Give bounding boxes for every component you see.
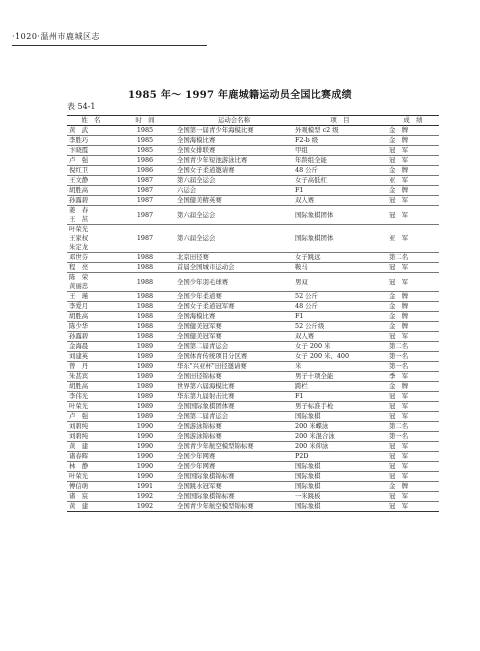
athlete-name: 诸 宸: [69, 492, 89, 500]
cell-item: 国际象棋: [293, 502, 387, 512]
cell-result: 冠 军: [387, 206, 439, 225]
table-row: [67, 273, 439, 292]
cell-item: 双人赛: [293, 332, 387, 342]
athlete-name: 李爱月: [69, 302, 89, 310]
cell-athlete-names: [67, 302, 115, 312]
cell-athlete-names: [67, 273, 115, 292]
cell-result: 冠 军: [387, 392, 439, 402]
cell-time: 1988: [115, 312, 175, 322]
cell-athlete-names: [67, 362, 115, 372]
athlete-name: 刘建英: [69, 352, 89, 360]
cell-athlete-names: [67, 372, 115, 382]
cell-result: 第一名: [387, 432, 439, 442]
cell-result: 冠 军: [387, 263, 439, 273]
cell-result: 冠 军: [387, 462, 439, 472]
table-row: [67, 332, 439, 342]
table-header-row: [67, 116, 439, 126]
table-row: [67, 502, 439, 512]
cell-time: 1989: [115, 342, 175, 352]
table-row: [67, 402, 439, 412]
cell-result: 金 牌: [387, 482, 439, 492]
cell-time: 1989: [115, 402, 175, 412]
cell-time: 1986: [115, 156, 175, 166]
cell-result: 金 牌: [387, 126, 439, 136]
cell-item: P2D: [293, 452, 387, 462]
cell-athlete-names: [67, 482, 115, 492]
cell-item: F2-b 级: [293, 136, 387, 146]
cell-time: 1990: [115, 462, 175, 472]
cell-time: 1987: [115, 196, 175, 206]
column-header-result: 成 绩: [387, 116, 439, 126]
cell-time: 1988: [115, 322, 175, 332]
athlete-name: 李胜巧: [69, 136, 89, 144]
cell-item: 200 米蝶泳: [293, 422, 387, 432]
cell-athlete-names: [67, 322, 115, 332]
athlete-name: 孙露碧: [69, 196, 89, 204]
cell-event-name: 华东"兴亚杯"田径邀请赛: [175, 362, 293, 372]
cell-athlete-names: [67, 432, 115, 442]
athlete-name: 卞晓霞: [69, 146, 89, 154]
table-body: [67, 126, 439, 512]
cell-result: 第一名: [387, 362, 439, 372]
athlete-name: 邓世芬: [69, 253, 89, 261]
cell-time: 1986: [115, 166, 175, 176]
cell-item: 男子标准手枪: [293, 402, 387, 412]
cell-time: 1985: [115, 126, 175, 136]
table-row: [67, 176, 439, 186]
cell-result: 冠 军: [387, 442, 439, 452]
cell-athlete-names: [67, 442, 115, 452]
cell-result: 第二名: [387, 253, 439, 263]
athlete-name: 胡胜高: [69, 186, 89, 194]
table-row: [67, 412, 439, 422]
cell-time: 1989: [115, 362, 175, 372]
cell-athlete-names: [67, 126, 115, 136]
athlete-name: 王 瑾: [69, 292, 89, 300]
table-row: [67, 146, 439, 156]
cell-item: 外观模型 c2 级: [293, 126, 387, 136]
cell-result: 亚 军: [387, 176, 439, 186]
table-label: 表 54-1: [67, 102, 96, 111]
cell-item: 女子跳远: [293, 253, 387, 263]
cell-result: 冠 军: [387, 146, 439, 156]
cell-athlete-names: [67, 502, 115, 512]
cell-item: 跨栏: [293, 382, 387, 392]
cell-time: 1985: [115, 136, 175, 146]
header-rule: [12, 45, 207, 46]
cell-athlete-names: [67, 176, 115, 186]
cell-athlete-names: [67, 462, 115, 472]
athlete-name: 陈 荣: [69, 273, 89, 281]
cell-item: 国际象棋: [293, 482, 387, 492]
cell-result: 冠 军: [387, 273, 439, 292]
cell-time: 1989: [115, 382, 175, 392]
table-row: [67, 196, 439, 206]
athlete-name: 叶荣光: [69, 472, 89, 480]
cell-time: 1988: [115, 292, 175, 302]
athlete-name: 金海晨: [69, 342, 89, 350]
cell-item: 女子 200 米、400: [293, 352, 387, 362]
cell-result: 金 牌: [387, 312, 439, 322]
cell-result: 冠 军: [387, 472, 439, 482]
cell-item: 国际象棋团体: [293, 206, 387, 225]
cell-item: 国际象棋: [293, 462, 387, 472]
athlete-name: 王家权: [69, 234, 89, 242]
table-row: [67, 472, 439, 482]
cell-athlete-names: [67, 186, 115, 196]
cell-item: 48 公斤: [293, 166, 387, 176]
cell-event-name: 全国少年柔道赛: [175, 292, 293, 302]
cell-item: 鞍马: [293, 263, 387, 273]
cell-athlete-names: [67, 352, 115, 362]
cell-item: 年龄组全能: [293, 156, 387, 166]
table-row: [67, 263, 439, 273]
table-row: [67, 342, 439, 352]
cell-athlete-names: [67, 392, 115, 402]
cell-athlete-names: [67, 196, 115, 206]
cell-item: 双人赛: [293, 196, 387, 206]
cell-athlete-names: [67, 472, 115, 482]
cell-event-name: 全国国际象棋团体赛: [175, 402, 293, 412]
table-row: [67, 292, 439, 302]
cell-item: 甲组: [293, 146, 387, 156]
table-row: [67, 392, 439, 402]
cell-item: 52 公斤: [293, 292, 387, 302]
cell-event-name: 全国少年网赛: [175, 452, 293, 462]
cell-item: 女子 200 米: [293, 342, 387, 352]
cell-athlete-names: [67, 156, 115, 166]
athlete-name: 黄 建: [69, 502, 89, 510]
table-row: [67, 166, 439, 176]
cell-athlete-names: [67, 253, 115, 263]
athlete-name: 刘碧纯: [69, 422, 89, 430]
cell-athlete-names: [67, 402, 115, 412]
cell-time: 1987: [115, 176, 175, 186]
athlete-name: 孙露碧: [69, 332, 89, 340]
athlete-name: 曾 丹: [69, 362, 89, 370]
athlete-name: 卢 强: [69, 412, 89, 420]
cell-event-name: 全国女排联赛: [175, 146, 293, 156]
cell-item: 52 公斤级: [293, 322, 387, 332]
cell-event-name: 全国健美冠军赛: [175, 322, 293, 332]
cell-time: 1989: [115, 412, 175, 422]
cell-result: 冠 军: [387, 452, 439, 462]
athlete-name: 程 亮: [69, 263, 89, 271]
cell-event-name: 全国游泳锦标赛: [175, 432, 293, 442]
cell-event-name: 全国女子柔道邀请赛: [175, 166, 293, 176]
cell-item: F1: [293, 392, 387, 402]
cell-event-name: 世界第六届海模比赛: [175, 382, 293, 392]
cell-time: 1987: [115, 225, 175, 253]
cell-athlete-names: [67, 136, 115, 146]
cell-result: 季 军: [387, 372, 439, 382]
cell-result: 冠 军: [387, 332, 439, 342]
cell-event-name: 全国国际象棋锦标赛: [175, 472, 293, 482]
cell-event-name: 首届全国城市运动会: [175, 263, 293, 273]
cell-time: 1985: [115, 146, 175, 156]
table-row: [67, 432, 439, 442]
cell-athlete-names: [67, 146, 115, 156]
athlete-name: 李伟光: [69, 392, 89, 400]
cell-time: 1987: [115, 206, 175, 225]
table-row: [67, 156, 439, 166]
athlete-name: 王 茁: [69, 215, 89, 223]
table-row: [67, 186, 439, 196]
athlete-name: 诸春晖: [69, 452, 89, 460]
table-row: [67, 322, 439, 332]
cell-time: 1990: [115, 452, 175, 462]
cell-item: 200 米仰泳: [293, 442, 387, 452]
cell-athlete-names: [67, 166, 115, 176]
table-row: [67, 382, 439, 392]
cell-athlete-names: [67, 412, 115, 422]
athlete-name: 黄 建: [69, 442, 89, 450]
cell-result: 金 牌: [387, 382, 439, 392]
cell-result: 冠 军: [387, 402, 439, 412]
cell-item: 男双: [293, 273, 387, 292]
cell-event-name: 全国第二届青运会: [175, 412, 293, 422]
cell-result: 第二名: [387, 422, 439, 432]
cell-time: 1988: [115, 302, 175, 312]
cell-item: 国际象棋团体: [293, 225, 387, 253]
athlete-name: 刘碧纯: [69, 432, 89, 440]
cell-time: 1991: [115, 482, 175, 492]
cell-event-name: 全国海模比赛: [175, 136, 293, 146]
cell-event-name: 第六届全运会: [175, 225, 293, 253]
athlete-name: 朱定龙: [69, 243, 89, 251]
cell-event-name: 全国田径锦标赛: [175, 372, 293, 382]
cell-item: 国际象棋: [293, 412, 387, 422]
table-row: [67, 462, 439, 472]
cell-time: 1988: [115, 263, 175, 273]
cell-event-name: 全国健美冠军赛: [175, 332, 293, 342]
cell-item: 国际象棋: [293, 472, 387, 482]
cell-time: 1990: [115, 422, 175, 432]
athlete-name: 姜 春: [69, 206, 89, 214]
cell-item: 200 米混合泳: [293, 432, 387, 442]
table-row: [67, 422, 439, 432]
cell-result: 冠 军: [387, 156, 439, 166]
cell-event-name: 全国游泳锦标赛: [175, 422, 293, 432]
athlete-name: 黄丽忠: [69, 282, 89, 290]
table-row: [67, 372, 439, 382]
cell-event-name: 全国少年羽毛球赛: [175, 273, 293, 292]
cell-time: 1992: [115, 502, 175, 512]
cell-athlete-names: [67, 452, 115, 462]
document-title: 1985 年～ 1997 年鹿城籍运动员全国比赛成绩: [128, 90, 352, 101]
cell-event-name: 全国青少年航空模型锦标赛: [175, 442, 293, 452]
table-row: [67, 312, 439, 322]
cell-time: 1989: [115, 372, 175, 382]
cell-athlete-names: [67, 225, 115, 253]
cell-result: 第二名: [387, 342, 439, 352]
cell-time: 1992: [115, 492, 175, 502]
cell-athlete-names: [67, 382, 115, 392]
table-row: [67, 225, 439, 253]
table-row: [67, 442, 439, 452]
page-header: ·1020·温州市鹿城区志: [12, 32, 100, 41]
cell-result: 金 牌: [387, 322, 439, 332]
table-row: [67, 362, 439, 372]
cell-athlete-names: [67, 206, 115, 225]
athlete-name: 倪红卫: [69, 166, 89, 174]
cell-time: 1988: [115, 253, 175, 263]
cell-result: 冠 军: [387, 196, 439, 206]
athlete-name: 王文静: [69, 176, 89, 184]
cell-event-name: 华东第九届射击比赛: [175, 392, 293, 402]
cell-item: F1: [293, 186, 387, 196]
cell-time: 1990: [115, 472, 175, 482]
cell-time: 1990: [115, 432, 175, 442]
cell-event-name: 全国第二届青运会: [175, 342, 293, 352]
table-row: [67, 352, 439, 362]
athlete-name: 叶荣光: [69, 225, 89, 233]
cell-time: 1988: [115, 332, 175, 342]
table-row: [67, 253, 439, 263]
athlete-name: 傅信萌: [69, 482, 89, 490]
athlete-name: 叶荣光: [69, 402, 89, 410]
cell-event-name: 全国健美精英赛: [175, 196, 293, 206]
cell-event-name: 全国女子柔道冠军赛: [175, 302, 293, 312]
cell-time: 1990: [115, 442, 175, 452]
table-row: [67, 482, 439, 492]
cell-result: 金 牌: [387, 136, 439, 146]
table-row: [67, 136, 439, 146]
cell-result: 亚 军: [387, 225, 439, 253]
cell-result: 金 牌: [387, 302, 439, 312]
cell-result: 冠 军: [387, 492, 439, 502]
table-row: [67, 302, 439, 312]
cell-event-name: 全国跳水冠军赛: [175, 482, 293, 492]
cell-item: F1: [293, 312, 387, 322]
table-row: [67, 452, 439, 462]
cell-event-name: 全国海模比赛: [175, 312, 293, 322]
cell-event-name: 全国少年网赛: [175, 462, 293, 472]
cell-athlete-names: [67, 342, 115, 352]
athlete-name: 林 静: [69, 462, 89, 470]
cell-result: 第一名: [387, 352, 439, 362]
column-header-item: 项 目: [293, 116, 387, 126]
cell-item: 男子十项全能: [293, 372, 387, 382]
cell-event-name: 全国体育传统项目分区赛: [175, 352, 293, 362]
cell-event-name: 全国青少年航空模型锦标赛: [175, 502, 293, 512]
athlete-name: 胡胜高: [69, 382, 89, 390]
cell-result: 金 牌: [387, 166, 439, 176]
cell-result: 金 牌: [387, 292, 439, 302]
column-header-name: 姓 名: [67, 116, 115, 126]
column-header-time: 时 间: [115, 116, 175, 126]
cell-event-name: 全国青少年短池游泳比赛: [175, 156, 293, 166]
athlete-name: 卢 强: [69, 156, 89, 164]
cell-item: 48 公斤: [293, 302, 387, 312]
athlete-name: 黄 武: [69, 126, 89, 134]
athlete-name: 朱甚宾: [69, 372, 89, 380]
cell-event-name: 第六届全运会: [175, 176, 293, 186]
cell-athlete-names: [67, 292, 115, 302]
cell-time: 1989: [115, 352, 175, 362]
cell-event-name: 北京田径赛: [175, 253, 293, 263]
cell-item: 女子高低杠: [293, 176, 387, 186]
cell-item: 一米跳板: [293, 492, 387, 502]
table-row: [67, 206, 439, 225]
athlete-name: 陈少华: [69, 322, 89, 330]
cell-athlete-names: [67, 263, 115, 273]
cell-athlete-names: [67, 422, 115, 432]
cell-event-name: 全国第一届青少年海模比赛: [175, 126, 293, 136]
table-row: [67, 126, 439, 136]
athlete-name: 胡胜高: [69, 312, 89, 320]
cell-athlete-names: [67, 332, 115, 342]
cell-result: 金 牌: [387, 186, 439, 196]
cell-time: 1989: [115, 392, 175, 402]
cell-athlete-names: [67, 492, 115, 502]
table-row: [67, 492, 439, 502]
cell-event-name: 第六届全运会: [175, 206, 293, 225]
cell-result: 冠 军: [387, 412, 439, 422]
results-table: [67, 115, 439, 512]
cell-time: 1987: [115, 186, 175, 196]
cell-item: 米: [293, 362, 387, 372]
cell-time: 1988: [115, 273, 175, 292]
cell-athlete-names: [67, 312, 115, 322]
cell-event-name: 六运会: [175, 186, 293, 196]
cell-result: 冠 军: [387, 502, 439, 512]
column-header-event: 运动会名称: [175, 116, 293, 126]
cell-event-name: 全国国际象棋锦标赛: [175, 492, 293, 502]
